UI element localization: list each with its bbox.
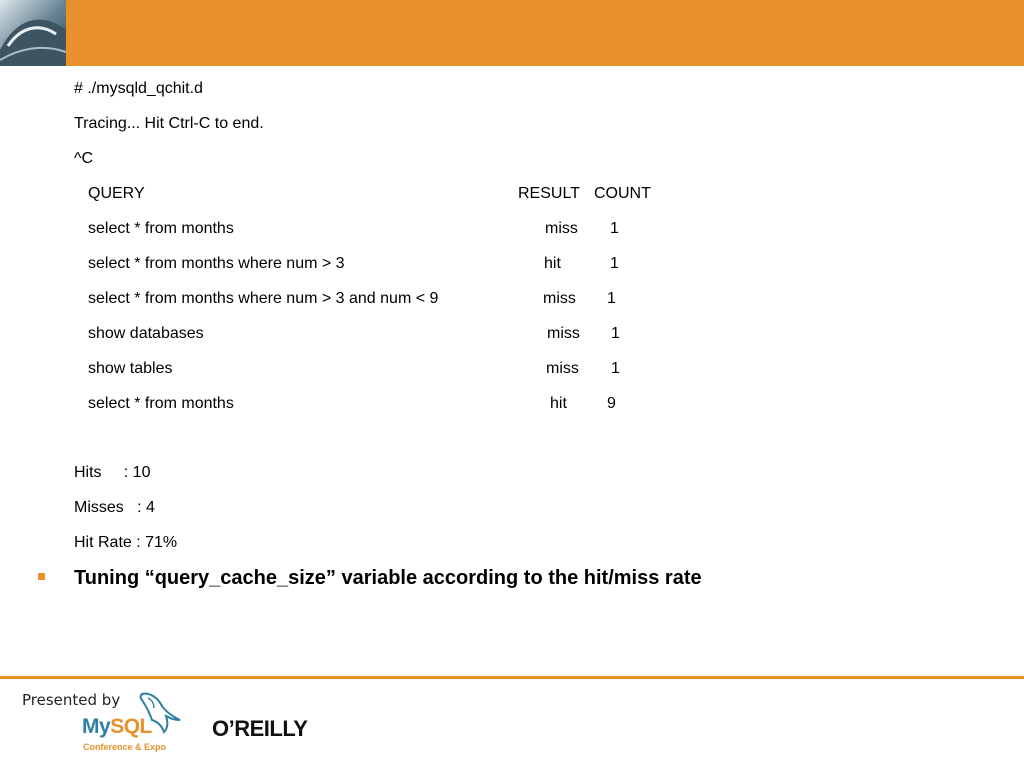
row-query: select * from months — [88, 395, 234, 412]
row-count: 1 — [611, 325, 620, 342]
bullet-square-icon — [38, 573, 45, 580]
summary-hits: Hits : 10 — [74, 464, 151, 481]
row-query: show tables — [88, 360, 173, 377]
row-query: select * from months — [88, 220, 234, 237]
header-bar — [0, 0, 1024, 66]
header-query: QUERY — [88, 185, 145, 202]
oreilly-logo: O’REILLY — [212, 716, 308, 741]
row-count: 1 — [610, 220, 619, 237]
row-query: select * from months where num > 3 — [88, 255, 345, 272]
presented-by-label: Presented by — [22, 691, 121, 709]
summary-misses: Misses : 4 — [74, 499, 155, 516]
mysql-logo-subtitle: Conference & Expo — [83, 742, 167, 752]
header-result: RESULT — [518, 185, 580, 202]
trace-interrupt: ^C — [74, 150, 94, 167]
summary-hit-rate: Hit Rate : 71% — [74, 534, 178, 551]
trace-tracing: Tracing... Hit Ctrl-C to end. — [74, 115, 264, 132]
row-count: 1 — [610, 255, 619, 272]
row-count: 9 — [607, 395, 616, 412]
row-count: 1 — [607, 290, 616, 307]
row-result: miss — [547, 325, 580, 342]
row-result: hit — [544, 255, 561, 272]
footer-rule — [0, 676, 1024, 679]
bullet-text: Tuning “query_cache_size” variable according to the hit/miss rate — [74, 567, 702, 589]
trace-command: # ./mysqld_qchit.d — [74, 80, 203, 97]
row-result: miss — [545, 220, 578, 237]
row-result: hit — [550, 395, 567, 412]
row-count: 1 — [611, 360, 620, 377]
header-count: COUNT — [594, 185, 651, 202]
wave-image — [0, 0, 66, 66]
row-result: miss — [546, 360, 579, 377]
mysql-logo-text: MySQL — [82, 715, 152, 738]
row-query: select * from months where num > 3 and num < 9 — [88, 290, 439, 307]
row-query: show databases — [88, 325, 204, 342]
row-result: miss — [543, 290, 576, 307]
